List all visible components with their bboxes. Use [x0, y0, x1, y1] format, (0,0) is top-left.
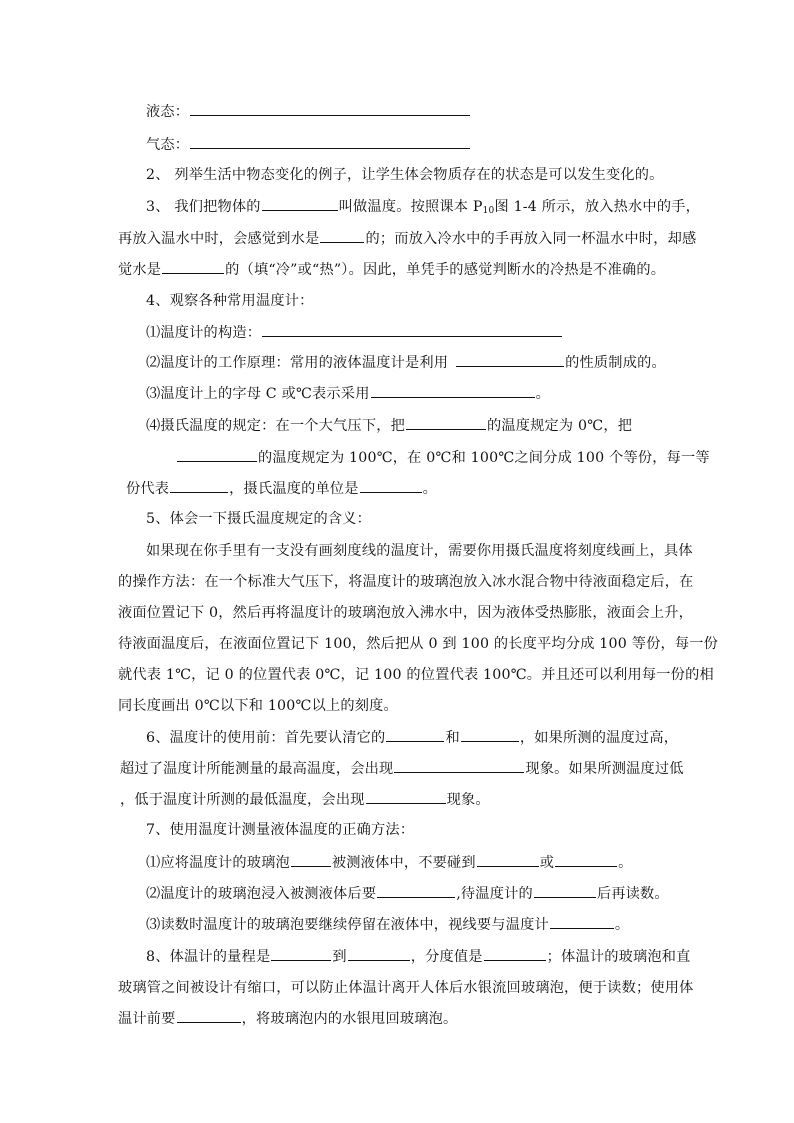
answer-blank: [555, 849, 617, 867]
text: ，低于温度计所测的最低温度，会出现: [120, 792, 365, 808]
text: ，摄氏温度的单位是: [229, 481, 359, 497]
text: ⑵温度计的玻璃泡浸入被测液体后要: [146, 886, 377, 902]
answer-blank: [170, 475, 228, 493]
question-4-4-line-3: [126, 474, 437, 504]
text: 的温度规定为 0℃，把: [486, 418, 633, 434]
text: 。: [422, 481, 438, 497]
text: ⑴温度计的构造：: [146, 325, 262, 341]
answer-blank: [366, 786, 446, 804]
text: 叫做温度。按照课本 P: [338, 199, 483, 215]
question-7-1: [146, 848, 633, 878]
text: 3、 我们把物体的: [146, 199, 261, 215]
answer-blank: [456, 349, 564, 367]
question-7-3: [146, 910, 629, 940]
answer-blank: [477, 849, 539, 867]
text: 液面位置记下 0，然后再将温度计的玻璃泡放入沸水中，因为液体受热膨胀，液面会上升，: [118, 605, 694, 621]
answer-blank: [190, 98, 470, 116]
answer-blank: [262, 319, 562, 337]
text: 的性质制成的。: [565, 355, 666, 371]
answer-blank: [291, 849, 331, 867]
text: 的操作方法：在一个标准大气压下，将温度计的玻璃泡放入冰水混合物中待液面稳定后，在: [118, 574, 694, 590]
text: 被测液体中，不要碰到: [331, 855, 476, 871]
answer-blank: [484, 943, 546, 961]
answer-blank: [177, 444, 257, 462]
question-6-line-2: [120, 754, 684, 784]
question-4: [146, 286, 314, 316]
text: 温计前要: [118, 1011, 176, 1027]
text: ⑶温度计上的字母 C 或℃表示采用: [146, 386, 370, 402]
answer-blank: [177, 1005, 241, 1023]
text: 觉水是: [118, 262, 162, 278]
question-3-line-3: [118, 255, 665, 285]
liquid-state-line: [146, 97, 471, 127]
subscript: 10: [482, 206, 495, 216]
text: 2、 列举生活中物态变化的例子，让学生体会物质存在的状态是可以发生变化的。: [146, 167, 664, 183]
answer-blank: [550, 911, 614, 929]
text: ；体温计的玻璃泡和直: [546, 949, 691, 965]
question-3-line-2: [118, 224, 696, 254]
text: 5、体会一下摄氏温度规定的含义：: [146, 511, 372, 527]
answer-blank: [386, 724, 444, 742]
text: 8、体温计的量程是: [146, 949, 271, 965]
answer-blank: [262, 193, 338, 211]
text: 如果现在你手里有一支没有画刻度线的温度计，需要你用摄氏温度将刻度线画上，具体: [146, 543, 693, 559]
text: 待液面温度后，在液面位置记下 100，然后把从 0 到 100 的长度平均分成 100 等份，每一份: [118, 636, 719, 652]
text: 就代表 1℃，记 0 的位置代表 0℃，记 100 的位置代表 100℃。并且还可以利用每一份的相: [118, 667, 714, 683]
text: 图 1-4 所示，放入热水中的手，: [494, 199, 700, 215]
paragraph-line: [146, 536, 693, 566]
text: 的温度规定为 100℃，在 0℃和 100℃之间分成 100 个等份，每一等: [258, 450, 710, 466]
text: ，分度值是: [410, 949, 483, 965]
question-8-line-2: [118, 973, 694, 1003]
paragraph-line: [118, 629, 718, 659]
text: 超过了温度计所能测量的最高温度，会出现: [120, 761, 394, 777]
text: ⑵温度计的工作原理：常用的液体温度计是利用: [146, 355, 449, 371]
answer-blank: [360, 475, 422, 493]
text: 6、温度计的使用前：首先要认清它的: [146, 730, 386, 746]
text: ⑴应将温度计的玻璃泡: [146, 855, 290, 871]
question-4-3: [146, 379, 550, 409]
text: ⑷摄氏温度的规定：在一个大气压下，把: [146, 418, 405, 434]
text: 液态：: [146, 104, 190, 120]
text: ，如果所测的温度过高，: [519, 730, 679, 746]
text: 气态：: [146, 137, 190, 153]
question-4-4-line-1: [146, 411, 632, 441]
text: 再放入温水中时，会感觉到水是: [118, 231, 320, 247]
text: 到: [332, 949, 347, 965]
question-8-line-3: [118, 1004, 457, 1034]
text: 现象。如果所测温度过低: [525, 761, 684, 777]
paragraph-line: [118, 598, 693, 628]
question-6-line-3: [120, 785, 490, 815]
text: 的（填“冷”或“热”）。因此，单凭手的感觉判断水的冷热是不准确的。: [225, 262, 666, 278]
text: 7、使用温度计测量液体温度的正确方法：: [146, 822, 415, 838]
answer-blank: [320, 225, 364, 243]
paragraph-line: [118, 660, 714, 690]
text: 或: [539, 855, 555, 871]
text: 4、观察各种常用温度计：: [146, 293, 314, 309]
text: 和: [445, 730, 460, 746]
paragraph-line: [118, 691, 398, 721]
answer-blank: [394, 755, 524, 773]
text: ,待温度计的: [456, 886, 533, 902]
question-5: [146, 504, 371, 534]
text: 玻璃管之间被设计有缩口，可以防止体温计离开人体后水银流回玻璃泡，便于读数；使用体: [118, 980, 694, 996]
question-3-line-1: [146, 192, 700, 222]
answer-blank: [162, 256, 224, 274]
question-4-2: [146, 348, 666, 378]
answer-blank: [371, 380, 535, 398]
question-4-1: [146, 318, 563, 348]
answer-blank: [271, 943, 331, 961]
text: 现象。: [446, 792, 490, 808]
answer-blank: [377, 880, 455, 898]
text: 同长度画出 0℃以下和 100℃以上的刻度。: [118, 698, 398, 714]
text: 。: [618, 855, 633, 871]
question-2: [146, 160, 664, 190]
answer-blank: [406, 412, 486, 430]
text: ，将玻璃泡内的水银甩回玻璃泡。: [241, 1011, 458, 1027]
answer-blank: [534, 880, 596, 898]
text: ⑶读数时温度计的玻璃泡要继续停留在液体中，视线要与温度计: [146, 917, 549, 933]
text: 后再读数。: [596, 886, 669, 902]
question-7-2: [146, 879, 669, 909]
text: 。: [614, 917, 630, 933]
text: 的；而放入冷水中的手再放入同一杯温水中时，却感: [365, 231, 697, 247]
question-6-line-1: [146, 723, 678, 753]
answer-blank: [348, 943, 410, 961]
question-7: [146, 815, 414, 845]
question-4-4-line-2: [176, 443, 710, 473]
question-8-line-1: [146, 942, 691, 972]
gas-state-line: [146, 130, 471, 160]
answer-blank: [461, 724, 519, 742]
text: 份代表: [126, 481, 170, 497]
paragraph-line: [118, 567, 694, 597]
answer-blank: [190, 131, 470, 149]
text: 。: [535, 386, 550, 402]
